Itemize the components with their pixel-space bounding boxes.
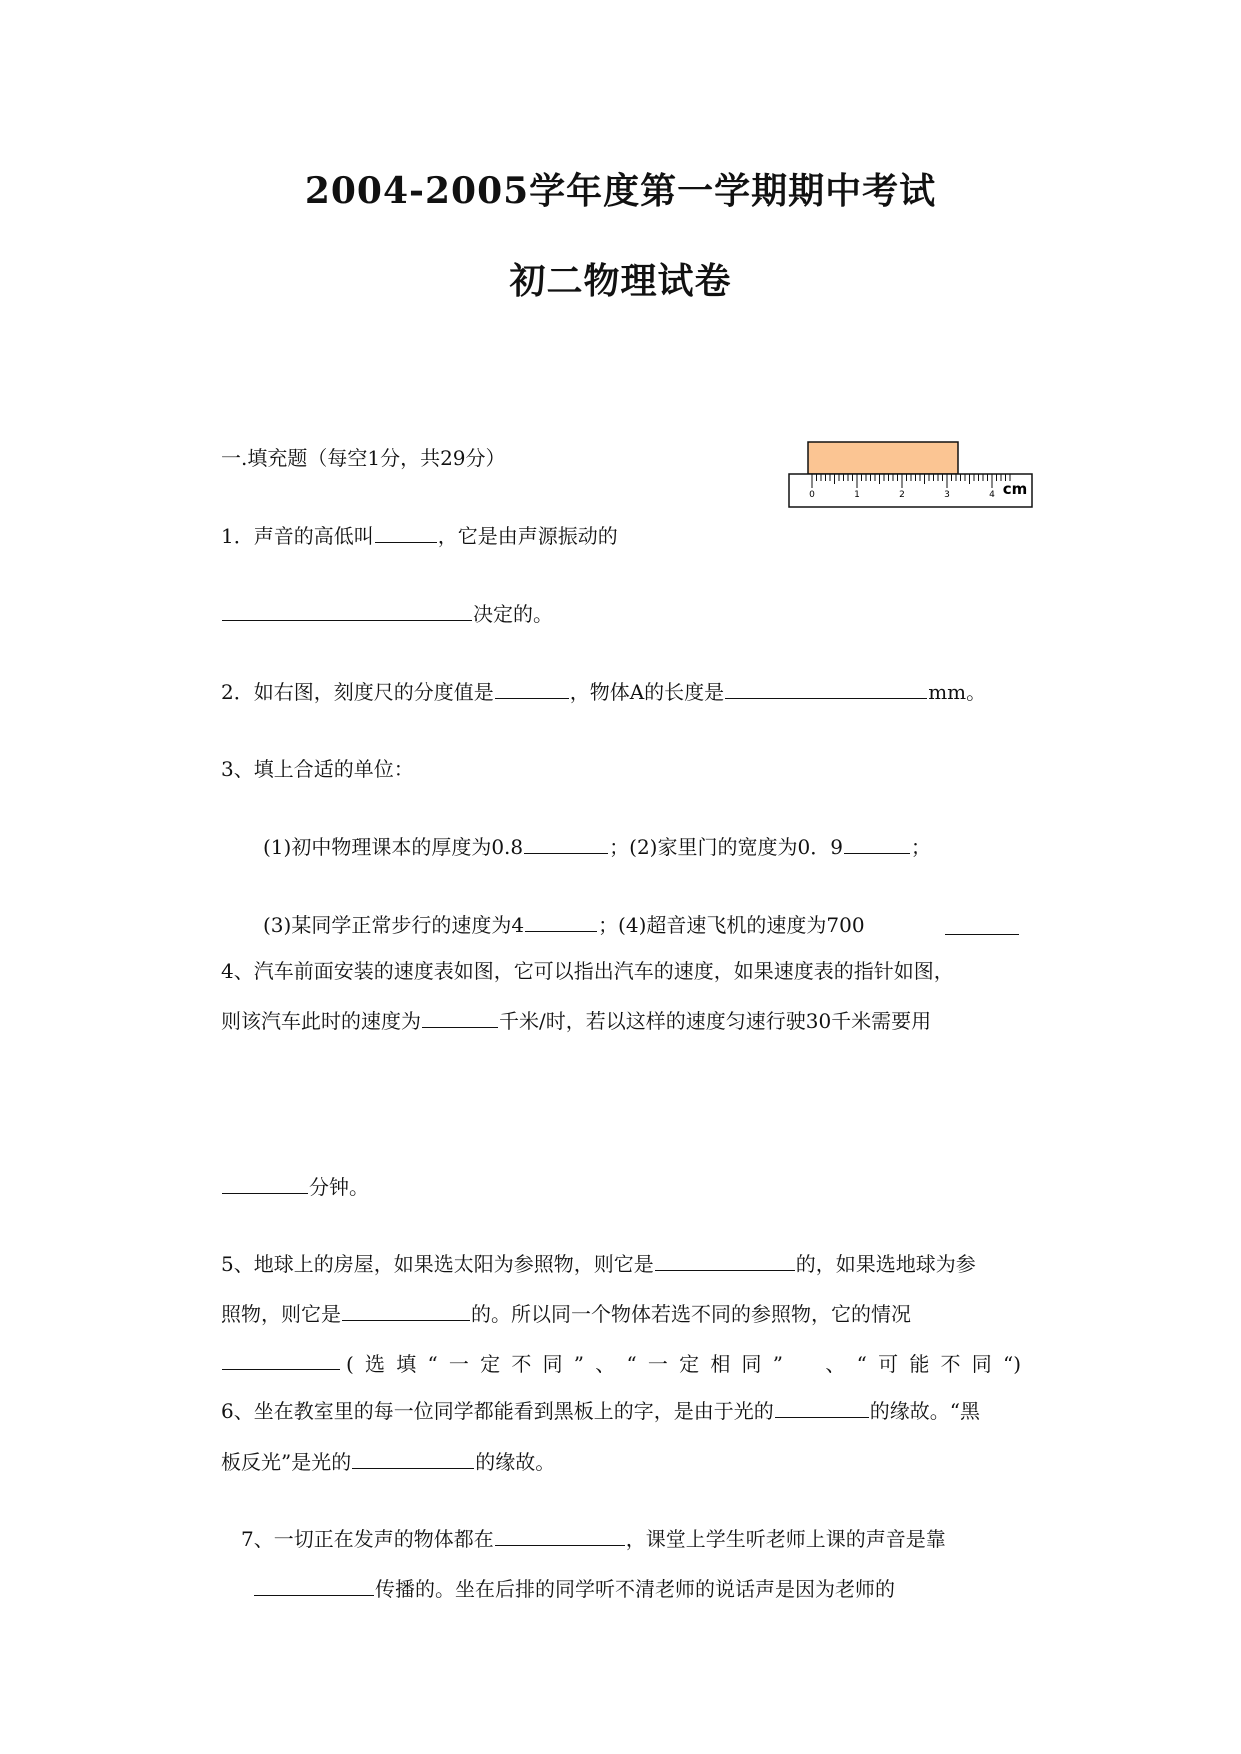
ruler-unit-label: cm: [1002, 480, 1028, 498]
q4-blank-1[interactable]: [422, 1007, 498, 1028]
q5-text-a2: 的，如果选地球为参: [795, 1252, 976, 1276]
tick-label-0: 0: [809, 490, 815, 500]
question-6-line-1: [221, 1396, 1021, 1426]
q1-blank-1[interactable]: [375, 522, 437, 543]
q6-text-a2: 的缘故。“黑: [869, 1399, 980, 1423]
question-3-line-2: [263, 910, 1063, 940]
q2-blank-1[interactable]: [495, 678, 569, 699]
q6-blank-1[interactable]: [775, 1397, 869, 1418]
q5-text-b1: 照物，则它是: [221, 1302, 341, 1326]
exam-title: 2004-2005学年度第一学期期中考试: [304, 170, 937, 212]
q3-text-c1: (3)某同学正常步行的速度为4: [263, 913, 525, 937]
question-7-line-1: [241, 1524, 1021, 1554]
q2-text-c: mm。: [928, 680, 987, 704]
question-7-line-2: [253, 1574, 1021, 1604]
question-4-line-1: 4、汽车前面安装的速度表如图，它可以指出汽车的速度，如果速度表的指针如图，: [221, 959, 954, 983]
q7-blank-1[interactable]: [495, 1525, 625, 1546]
q2-blank-2[interactable]: [725, 678, 927, 699]
q7-text-a1: 7、一切正在发声的物体都在: [241, 1527, 494, 1551]
q1-text-a: 1．声音的高低叫: [221, 524, 374, 548]
q7-text-a2: ，课堂上学生听老师上课的声音是靠: [625, 1527, 946, 1551]
q7-text-b: 传播的。坐在后排的同学听不清老师的说话声是因为老师的: [375, 1577, 895, 1601]
question-4-line-2: [221, 1006, 1021, 1036]
q6-text-b1: 板反光”是光的: [221, 1450, 352, 1474]
question-5-line-2: [221, 1299, 1021, 1329]
q7-blank-2[interactable]: [254, 1575, 374, 1596]
q3-blank-1[interactable]: [524, 833, 608, 854]
q3-text-b3: ；: [910, 835, 931, 859]
exam-subtitle: 初二物理试卷: [509, 260, 732, 302]
question-1-line-2: [221, 599, 1021, 629]
q3-blank-2[interactable]: [844, 833, 910, 854]
question-3-heading: 3、填上合适的单位：: [221, 757, 414, 781]
object-a: [808, 442, 958, 474]
ruler-figure: [788, 441, 1034, 509]
q5-text-c: (选填“一定不同”、“一定相同” 、“可能不同“): [346, 1352, 1021, 1376]
q3-text-b1: (1)初中物理课本的厚度为0.8: [263, 835, 524, 859]
question-2: [221, 677, 1021, 707]
q4-text-c: 分钟。: [309, 1175, 369, 1199]
question-1-line-1: [221, 521, 1021, 551]
q5-blank-1[interactable]: [655, 1250, 795, 1271]
q5-text-a1: 5、地球上的房屋，如果选太阳为参照物，则它是: [221, 1252, 654, 1276]
q2-text-b: ，物体A的长度是: [569, 680, 725, 704]
question-4-line-3: [221, 1172, 1021, 1202]
question-5-line-3: [221, 1349, 1021, 1379]
tick-label-2: 2: [899, 490, 905, 500]
q4-text-b1: 则该汽车此时的速度为: [221, 1009, 421, 1033]
q3-text-b2: ；(2)家里门的宽度为0．9: [609, 835, 843, 859]
q6-blank-2[interactable]: [352, 1448, 474, 1469]
q4-blank-2[interactable]: [222, 1173, 308, 1194]
q3-blank-4[interactable]: [945, 914, 1019, 935]
q6-text-a1: 6、坐在教室里的每一位同学都能看到黑板上的字，是由于光的: [221, 1399, 774, 1423]
q1-blank-2[interactable]: [222, 600, 472, 621]
q1-text-c: 决定的。: [473, 602, 553, 626]
question-5-line-1: [221, 1249, 1021, 1279]
tick-label-4: 4: [989, 490, 995, 500]
tick-label-3: 3: [944, 490, 950, 500]
question-3-line-1: [263, 832, 1063, 862]
q5-text-b2: 的。所以同一个物体若选不同的参照物，它的情况: [471, 1302, 911, 1326]
q1-text-b: ，它是由声源振动的: [437, 524, 618, 548]
section-heading: 一.填充题（每空1分，共29分）: [221, 446, 506, 470]
tick-label-1: 1: [854, 490, 860, 500]
q4-text-b2: 千米/时，若以这样的速度匀速行驶30千米需要用: [499, 1009, 932, 1033]
q6-text-b2: 的缘故。: [475, 1450, 556, 1474]
q3-text-c2: ；(4)超音速飞机的速度为700: [598, 913, 865, 937]
q2-text-a: 2．如右图，刻度尺的分度值是: [221, 680, 494, 704]
question-6-line-2: [221, 1447, 1021, 1477]
q3-blank-3[interactable]: [525, 911, 597, 932]
q5-blank-3[interactable]: [222, 1349, 340, 1370]
q5-blank-2[interactable]: [342, 1300, 470, 1321]
